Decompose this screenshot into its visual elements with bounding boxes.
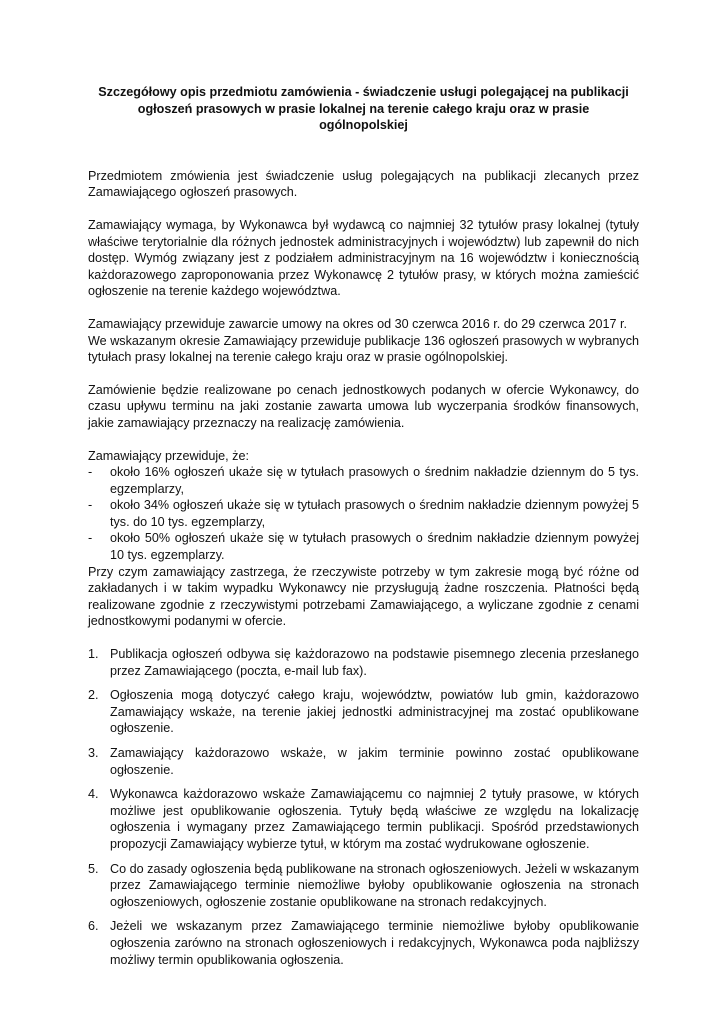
list-marker: - (88, 498, 93, 513)
list-item: 6. Jeżeli we wskazanym przez Zamawiającego terminie niemożliwe byłoby opublikowanie ogłoszenia zarówno na stronach ogłoszeniowych i redakcyjnych, Wykonawca poda najbliższy możliwy termin opublikowania ogłoszenia. (88, 919, 639, 967)
list-marker: - (88, 465, 93, 480)
paragraph-requirements: Zamawiający wymaga, by Wykonawca był wydawcą co najmniej 32 tytułów prasy lokalnej (tytuły właściwe terytorialnie dla różnych jednostek administracyjnych i województw) lub zapewnił do nich dostęp. Wymóg związany jest z podziałem administracyjnym na 16 województw i koniecznością każdorazowego zaproponowania przez Wykonawcę 2 tytułów prasy, w których można zamieścić ogłoszenie na terenie każdego województwa. (88, 217, 639, 299)
paragraph-publication-count: We wskazanym okresie Zamawiający przewiduje publikacje 136 ogłoszeń prasowych w wybranych tytułach prasy lokalnej na terenie całego kraju oraz w prasie ogólnopolskiej. (88, 333, 639, 365)
paragraph-subject: Przedmiotem zmówienia jest świadczenie usług polegających na publikacji zlecanych przez Zamawiającego ogłoszeń prasowych. (88, 168, 639, 200)
list-item: - około 34% ogłoszeń ukaże się w tytułach prasowych o średnim nakładzie dziennym powyżej 5 tys. do 10 tys. egzemplarzy, (88, 498, 639, 529)
list-item: 5. Co do zasady ogłoszenia będą publikowane na stronach ogłoszeniowych. Jeżeli w wskazanym przez Zamawiającego terminie niemożliwe byłoby opublikowanie ogłoszenia na stronach ogłoszeniowych, ogłoszenie zostanie opublikowane na stronach redakcyjnych. (88, 861, 639, 909)
list-item: 4. Wykonawca każdorazowo wskaże Zamawiającemu co najmniej 2 tytuły prasowe, w których możliwe jest opublikowanie ogłoszenia. Tytuły będą właściwe ze względu na lokalizację ogłoszenia i wymagany przez Zamawiającego termin publikacji. Spośród przedstawionych propozycji Zamawiający wybierze tytuł, w którym ma zostać wydrukowane ogłoszenie. (88, 787, 639, 851)
paragraph-reservation: Przy czym zamawiający zastrzega, że rzeczywiste potrzeby w tym zakresie mogą być różne od zakładanych i w takim wypadku Wykonawcy nie przysługują żadne roszczenia. Płatności będą realizowane zgodnie z rzeczywistymi potrzebami Zamawiającego, a wyliczane zgodnie z cenami jednostkowymi podanymi w ofercie. (88, 564, 639, 629)
list-item: 1. Publikacja ogłoszeń odbywa się każdorazowo na podstawie pisemnego zlecenia przesłanego przez Zamawiającego (poczta, e-mail lub fax). (88, 647, 639, 678)
numbered-list (88, 646, 639, 968)
list-item: 3. Zamawiający każdorazowo wskaże, w jakim terminie powinno zostać opublikowane ogłoszenie. (88, 746, 639, 777)
paragraph-pricing: Zamówienie będzie realizowane po cenach jednostkowych podanych w ofercie Wykonawcy, do czasu upływu terminu na jaki zostanie zawarta umowa lub wyczerpania środków finansowych, jakie zamawiający przeznaczy na realizację zamówienia. (88, 382, 639, 430)
paragraph-contract-period: Zamawiający przewiduje zawarcie umowy na okres od 30 czerwca 2016 r. do 29 czerwca 2017 r. (88, 316, 627, 331)
list-marker: - (88, 531, 93, 546)
paragraph-forecast-intro: Zamawiający przewiduje, że: (88, 448, 249, 463)
document-title: Szczegółowy opis przedmiotu zamówienia - świadczenie usługi polegającej na publikacji ogłoszeń prasowych w prasie lokalnej na terenie całego kraju oraz w prasie ogólnopolskiej (98, 85, 629, 133)
list-item: - około 50% ogłoszeń ukaże się w tytułach prasowych o średnim nakładzie dziennym powyżej 10 tys. egzemplarzy. (88, 531, 639, 563)
list-item: 2. Ogłoszenia mogą dotyczyć całego kraju, województw, powiatów lub gmin, każdorazowo Zamawiający wskaże, na terenie jakiej jednostki administracyjnej ma zostać opublikowane ogłoszenie. (88, 688, 639, 736)
list-item: - około 16% ogłoszeń ukaże się w tytułach prasowych o średnim nakładzie dziennym do 5 tys. egzemplarzy, (88, 465, 639, 496)
forecast-list (88, 464, 639, 564)
